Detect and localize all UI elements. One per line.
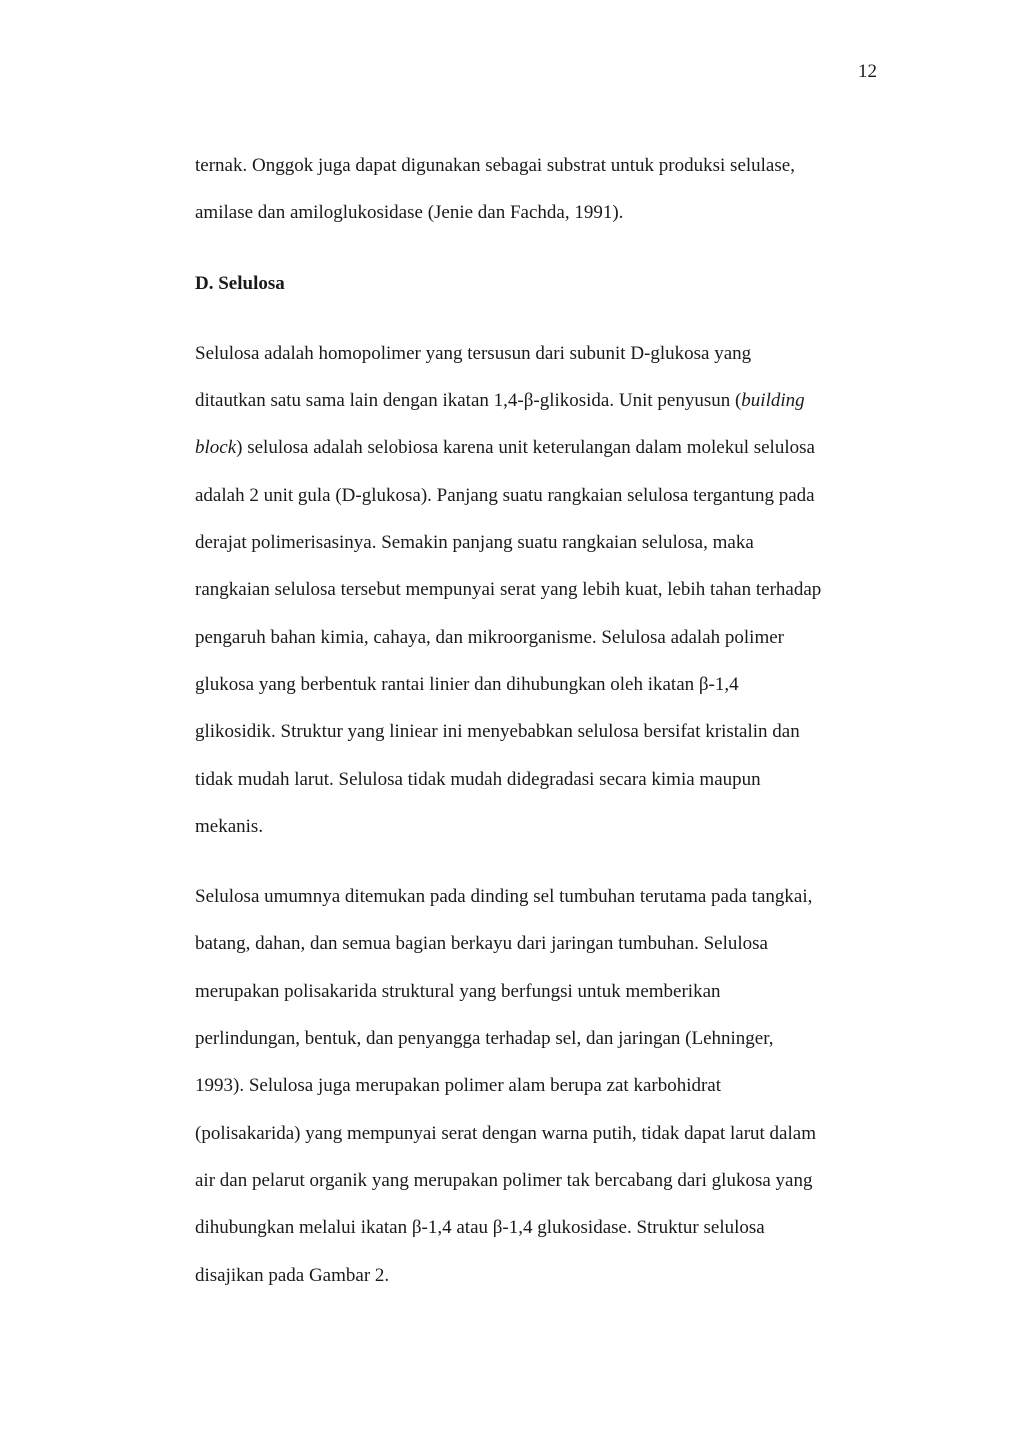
text-line: Selulosa adalah homopolimer yang tersusun dari subunit D-glukosa yang (195, 342, 752, 364)
paragraph-cellulose-occurrence (195, 873, 885, 1299)
text-line: glikosidik. Struktur yang liniear ini menyebabkan selulosa bersifat kristalin dan (195, 721, 800, 743)
text-line: adalah 2 unit gula (D-glukosa). Panjang suatu rangkaian selulosa tergantung pada (195, 484, 815, 506)
text-line: glukosa yang berbentuk rantai linier dan dihubungkan oleh ikatan β-1,4 (195, 673, 739, 695)
text-line: mekanis. (195, 815, 264, 837)
text-line: batang, dahan, dan semua bagian berkayu dari jaringan tumbuhan. Selulosa (195, 933, 768, 955)
text-line: derajat polimerisasinya. Semakin panjang suatu rangkaian selulosa, maka (195, 532, 754, 554)
text-line: tidak mudah larut. Selulosa tidak mudah didegradasi secara kimia maupun (195, 768, 761, 790)
text-segment: ) selulosa adalah selobiosa karena unit keterulangan dalam molekul selulosa (236, 437, 815, 459)
intro-paragraph (195, 142, 885, 237)
text-segment: ditautkan satu sama lain dengan ikatan 1,4-β-glikosida. Unit penyusun ( (195, 390, 742, 412)
italic-term: block (195, 437, 237, 459)
text-line: pengaruh bahan kimia, cahaya, dan mikroorganisme. Selulosa adalah polimer (195, 626, 784, 648)
document-body (195, 142, 885, 1299)
text-line: ternak. Onggok juga dapat digunakan sebagai substrat untuk produksi selulase, (195, 155, 795, 176)
text-line: disajikan pada Gambar 2. (195, 1264, 390, 1286)
italic-term: building (741, 390, 805, 412)
text-line: 1993). Selulosa juga merupakan polimer alam berupa zat karbohidrat (195, 1075, 722, 1097)
text-line: merupakan polisakarida struktural yang berfungsi untuk memberikan (195, 980, 721, 1002)
text-line: rangkaian selulosa tersebut mempunyai serat yang lebih kuat, lebih tahan terhadap (195, 579, 822, 601)
text-line (195, 424, 885, 471)
text-line: (polisakarida) yang mempunyai serat dengan warna putih, tidak dapat larut dalam (195, 1122, 816, 1144)
section-heading: D. Selulosa (195, 272, 285, 294)
text-line (195, 377, 885, 424)
text-line: dihubungkan melalui ikatan β-1,4 atau β-1,4 glukosidase. Struktur selulosa (195, 1217, 765, 1239)
text-line: amilase dan amiloglukosidase (Jenie dan Fachda, 1991). (195, 202, 624, 224)
text-line: perlindungan, bentuk, dan penyangga terhadap sel, dan jaringan (Lehninger, (195, 1028, 774, 1050)
text-line: Selulosa umumnya ditemukan pada dinding sel tumbuhan terutama pada tangkai, (195, 886, 813, 908)
paragraph-cellulose-definition (195, 330, 885, 850)
text-line: air dan pelarut organik yang merupakan polimer tak bercabang dari glukosa yang (195, 1169, 813, 1191)
page-number: 12 (858, 61, 877, 82)
